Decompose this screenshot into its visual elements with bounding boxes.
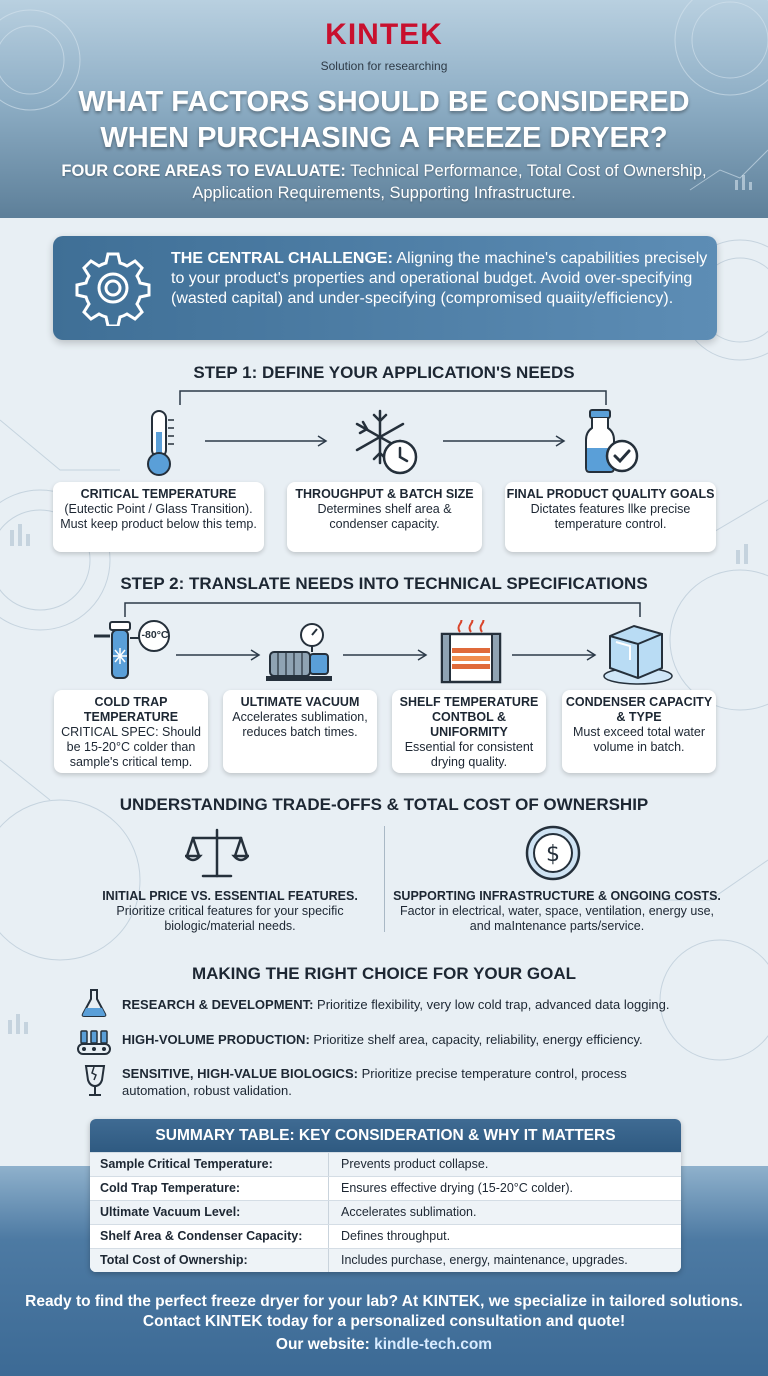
flask-icon [80, 988, 108, 1018]
card-title: COLD TRAP TEMPERATURE [83, 695, 179, 724]
step2-title: STEP 2: TRANSLATE NEEDS INTO TECHNICAL SPECIFICATIONS [120, 574, 648, 593]
logo-tagline: Solution for researching [320, 59, 448, 73]
subtitle-text: Technical Performance, Total Cost of Ownership, Application Requirements, Supporting Infrastructure. [192, 162, 707, 202]
challenge-body: Aligning the machine's capabilities precisely to your product's properties and operational budget. Avoid over-specifying (wasted capital) and under-specifying (compromised quaiity/efficiency). [171, 250, 708, 307]
card-title: CONDENSER CAPACITY & TYPE [565, 695, 713, 724]
balance-scale-icon [185, 826, 249, 882]
website-link[interactable]: kindle-tech.com [374, 1336, 493, 1353]
table-row [90, 1200, 681, 1224]
summary-table [90, 1119, 681, 1272]
table-row [90, 1152, 681, 1176]
table-key: Sample Critical Temperature: [90, 1153, 329, 1176]
card-title: SHELF TEMPERATURE CONTBOL & UNIFORMITY [399, 695, 539, 739]
card-cold-trap-temperature [54, 690, 208, 773]
website-label: Our website: [275, 1336, 370, 1353]
goal-label: SENSITIVE, HIGH-VALUE BIOLOGICS: [122, 1066, 358, 1081]
summary-table-body [90, 1152, 681, 1272]
goal-text: Prioritize shelf area, capacity, reliability, energy efficiency. [313, 1032, 643, 1047]
ice-cube-icon [600, 620, 680, 686]
fragile-glass-icon [84, 1064, 106, 1098]
table-key: Cold Trap Temperature: [90, 1177, 329, 1200]
gauge-label: -80°C [141, 629, 169, 641]
table-value: Ensures effective drying (15-20°C colder). [341, 1181, 573, 1195]
page-subtitle [40, 160, 728, 204]
page-title [20, 84, 748, 156]
goal-label: HIGH-VOLUME PRODUCTION: [122, 1032, 310, 1047]
goal-sensitive-biologics [122, 1065, 682, 1099]
card-ultimate-vacuum [223, 690, 377, 773]
summary-table-title: SUMMARY TABLE: KEY CONSIDERATION & WHY IT MATTERS [90, 1119, 681, 1152]
card-text: Determines shelf area & condenser capacity. [317, 502, 452, 531]
tradeoffs-title: UNDERSTANDING TRADE-OFFS & TOTAL COST OF OWNERSHIP [119, 795, 649, 814]
cold-trap-icon [92, 618, 174, 682]
tradeoff-left-title: INITIAL PRICE VS. ESSENTIAL FEATURES. [102, 889, 358, 903]
page-title-line-2: WHEN PURCHASING A FREEZE DRYER? [100, 122, 668, 154]
table-row [90, 1224, 681, 1248]
subtitle-label: FOUR CORE AREAS TO EVALUATE: [61, 162, 346, 180]
table-value: Prevents product collapse. [341, 1157, 489, 1171]
card-title: THROUGHPUT & BATCH SIZE [295, 487, 474, 501]
card-title: CRITICAL TEMPERATURE [80, 487, 237, 501]
step1-title: STEP 1: DEFINE YOUR APPLICATION'S NEEDS [193, 363, 575, 382]
table-value: Defines throughput. [341, 1229, 451, 1243]
tradeoff-right-title: SUPPORTING INFRASTRUCTURE & ONGOING COSTS. [393, 889, 721, 903]
challenge-text [171, 249, 711, 309]
footer-website [0, 1336, 768, 1354]
page-title-line-1: WHAT FACTORS SHOULD BE CONSIDERED [78, 86, 690, 118]
card-condenser-capacity [562, 690, 716, 773]
gear-icon [75, 250, 151, 326]
tradeoff-left-text: Prioritize critical features for your specific biologic/material needs. [116, 904, 344, 933]
tradeoff-right-text: Factor in electrical, water, space, ventilation, energy use, and maIntenance parts/service. [399, 904, 715, 933]
central-challenge-box [53, 236, 717, 340]
table-row [90, 1176, 681, 1200]
card-text: Accelerates sublimation, reduces batch times. [232, 710, 368, 739]
challenge-label: THE CENTRAL CHALLENGE: [171, 250, 393, 267]
vial-check-icon [582, 408, 642, 476]
tradeoff-infrastructure-costs [392, 889, 722, 934]
footer-cta: Ready to find the perfect freeze dryer for your lab? At KINTEK, we specialize in tailored solutions. Contact KINTEK today for a personalized consultation and quote! [25, 1293, 743, 1330]
card-text: Essential for consistent drying quality. [404, 740, 534, 769]
conveyor-icon [77, 1027, 111, 1057]
table-value: Includes purchase, energy, maintenance, upgrades. [341, 1253, 628, 1267]
svg-text:$: $ [546, 842, 560, 867]
snowflake-clock-icon [348, 405, 423, 477]
kintek-logo: KINTEK [325, 18, 443, 51]
tradeoffs-divider [384, 826, 385, 932]
card-text: CRITICAL SPEC: Should be 15-20°C colder than sample's critical temp. [61, 725, 201, 769]
table-key: Ultimate Vacuum Level: [90, 1201, 329, 1224]
card-title: FINAL PRODUCT QUALITY GOALS [506, 487, 715, 501]
thermometer-icon [140, 408, 180, 478]
card-throughput-batch-size [287, 482, 482, 552]
table-value: Accelerates sublimation. [341, 1205, 477, 1219]
table-key: Total Cost of Ownership: [90, 1249, 329, 1272]
card-text: Dictates features llke precise temperature control. [530, 502, 691, 531]
vacuum-pump-icon [264, 622, 336, 686]
goals-title: MAKING THE RIGHT CHOICE FOR YOUR GOAL [191, 964, 577, 983]
card-title: ULTIMATE VACUUM [240, 695, 360, 709]
goal-high-volume-production [122, 1031, 732, 1048]
dollar-coin-icon [524, 824, 582, 882]
card-final-product-quality [505, 482, 716, 552]
goal-label: RESEARCH & DEVELOPMENT: [122, 997, 314, 1012]
table-key: Shelf Area & Condenser Capacity: [90, 1225, 329, 1248]
tradeoff-initial-price [90, 889, 370, 934]
card-shelf-temperature-control [392, 690, 546, 773]
goal-research-development [122, 996, 732, 1013]
heated-shelf-icon [438, 620, 504, 686]
card-text: (Eutectic Point / Glass Transition). Must keep product below this temp. [60, 502, 257, 531]
table-row [90, 1248, 681, 1272]
goal-text: Prioritize flexibility, very low cold trap, advanced data logging. [317, 997, 670, 1012]
goal-text: Prioritize precise temperature control, process automation, robust validation. [122, 1066, 627, 1098]
card-text: Must exceed total water volume in batch. [572, 725, 705, 754]
card-critical-temperature [53, 482, 264, 552]
